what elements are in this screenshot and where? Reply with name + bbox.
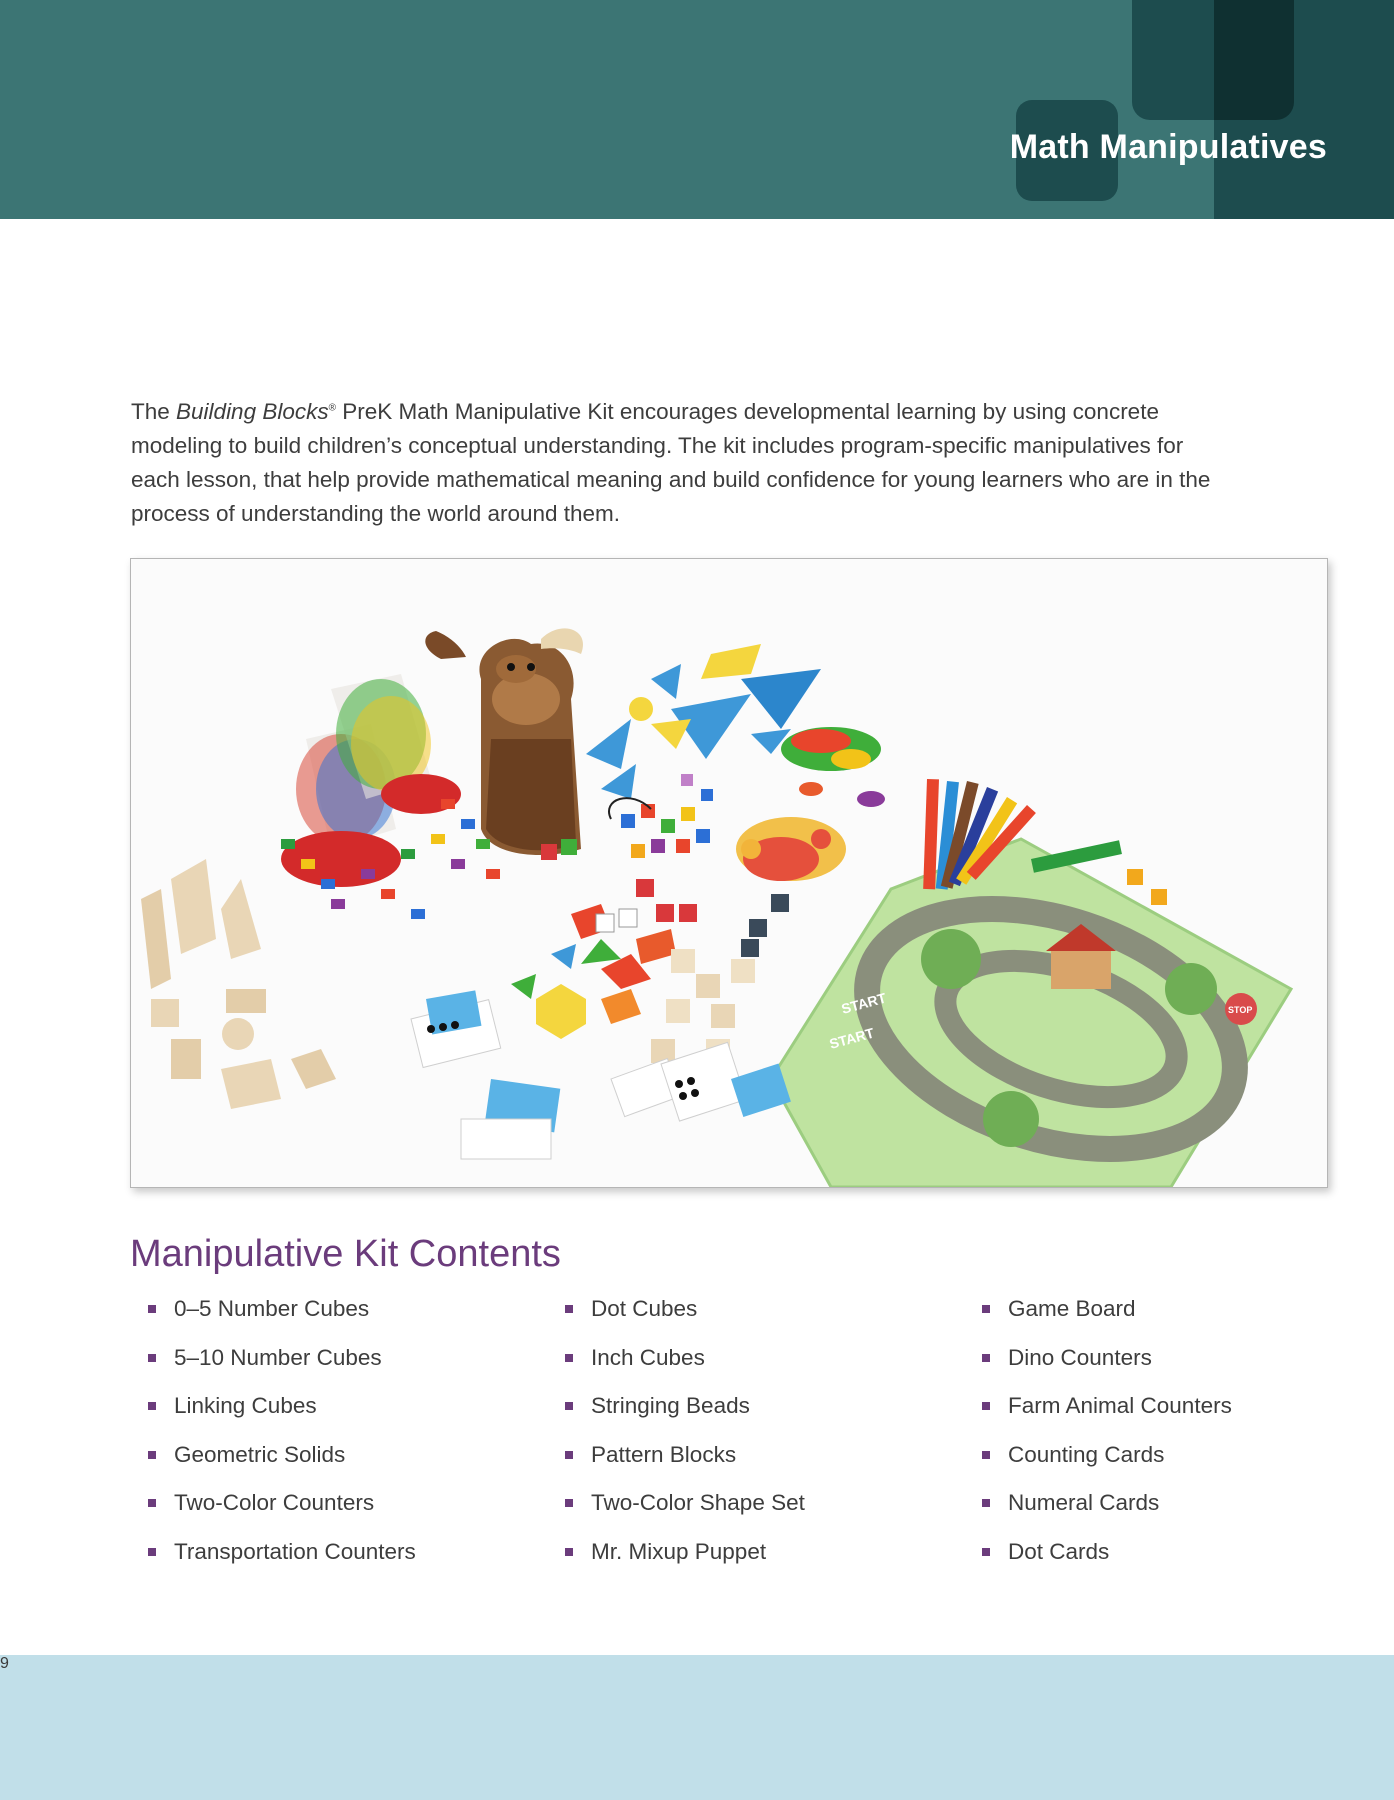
list-item bbox=[130, 1290, 416, 1339]
kit-photo-illustration bbox=[131, 559, 1327, 1187]
board-start-label-2: START bbox=[827, 1024, 876, 1052]
bullet-icon bbox=[982, 1354, 990, 1362]
list-item bbox=[547, 1484, 805, 1533]
registered-mark: ® bbox=[328, 402, 336, 413]
kit-photo bbox=[130, 558, 1328, 1188]
list-item-label: Dot Cubes bbox=[591, 1296, 698, 1321]
kit-list-column-3 bbox=[964, 1290, 1232, 1581]
bullet-icon bbox=[565, 1499, 573, 1507]
section-title: Math Manipulatives bbox=[1009, 128, 1327, 166]
list-item bbox=[964, 1339, 1232, 1388]
bullet-icon bbox=[148, 1402, 156, 1410]
bullet-icon bbox=[565, 1402, 573, 1410]
bullet-icon bbox=[982, 1451, 990, 1459]
list-item bbox=[547, 1387, 805, 1436]
list-item-label: Transportation Counters bbox=[174, 1538, 416, 1564]
list-item-label: Numeral Cards bbox=[1008, 1490, 1160, 1515]
two-color-counters bbox=[736, 817, 846, 881]
list-item-label: Stringing Beads bbox=[591, 1393, 750, 1418]
intro-prefix: The bbox=[131, 398, 177, 424]
list-item bbox=[964, 1387, 1232, 1436]
bullet-icon bbox=[565, 1451, 573, 1459]
bullet-icon bbox=[148, 1305, 156, 1313]
page-number: 9 bbox=[0, 1655, 9, 1672]
list-item bbox=[547, 1533, 805, 1582]
header-top-tab-dark bbox=[1214, 0, 1294, 120]
bullet-icon bbox=[565, 1548, 573, 1556]
brand-name: Building Blocks bbox=[176, 398, 329, 424]
page-header-band bbox=[0, 0, 1394, 219]
list-item bbox=[130, 1387, 416, 1436]
list-item bbox=[964, 1436, 1232, 1485]
list-item bbox=[130, 1339, 416, 1388]
list-item-label: Two-Color Shape Set bbox=[591, 1490, 805, 1515]
bullet-icon bbox=[148, 1354, 156, 1362]
list-item bbox=[130, 1484, 416, 1533]
intro-paragraph bbox=[131, 395, 1221, 531]
kit-contents-heading: Manipulative Kit Contents bbox=[130, 1233, 561, 1275]
bullet-icon bbox=[565, 1354, 573, 1362]
list-item-label: Counting Cards bbox=[1008, 1441, 1165, 1467]
list-item-label: 0–5 Number Cubes bbox=[174, 1296, 370, 1321]
list-item bbox=[547, 1290, 805, 1339]
list-item-label: Farm Animal Counters bbox=[1008, 1393, 1232, 1418]
bullet-icon bbox=[148, 1499, 156, 1507]
bullet-icon bbox=[982, 1499, 990, 1507]
list-item-label: Linking Cubes bbox=[174, 1393, 317, 1418]
list-item bbox=[130, 1436, 416, 1485]
bullet-icon bbox=[982, 1402, 990, 1410]
list-item-label: Two-Color Counters bbox=[174, 1490, 375, 1515]
list-item bbox=[130, 1533, 416, 1582]
list-item bbox=[547, 1339, 805, 1388]
kit-list-column-2 bbox=[547, 1290, 805, 1581]
bullet-icon bbox=[148, 1548, 156, 1556]
bullet-icon bbox=[148, 1451, 156, 1459]
bullet-icon bbox=[982, 1548, 990, 1556]
page-footer bbox=[0, 1655, 1394, 1800]
list-item bbox=[964, 1290, 1232, 1339]
list-item bbox=[547, 1436, 805, 1485]
list-item-label: Pattern Blocks bbox=[591, 1441, 737, 1467]
board-stop-label: STOP bbox=[1228, 1005, 1253, 1015]
bullet-icon bbox=[565, 1305, 573, 1313]
list-item-label: Mr. Mixup Puppet bbox=[591, 1538, 767, 1564]
board-start-label-1: START bbox=[839, 989, 888, 1017]
list-item-label: 5–10 Number Cubes bbox=[174, 1344, 382, 1370]
list-item bbox=[964, 1533, 1232, 1582]
intro-body: PreK Math Manipulative Kit encourages developmental learning by using concrete modeling to build children’s conceptual understanding. The kit includes program-specific manipulatives for each lesson, that help provide mathematical meaning and build confidence for young learners who are in the process of understanding the world around them. bbox=[131, 398, 1211, 526]
list-item bbox=[964, 1484, 1232, 1533]
list-item-label: Game Board bbox=[1008, 1296, 1136, 1321]
list-item-label: Inch Cubes bbox=[591, 1344, 705, 1370]
list-item-label: Geometric Solids bbox=[174, 1441, 346, 1467]
list-item-label: Dot Cards bbox=[1008, 1538, 1110, 1564]
bullet-icon bbox=[982, 1305, 990, 1313]
list-item-label: Dino Counters bbox=[1008, 1344, 1152, 1370]
kit-list-column-1 bbox=[130, 1290, 416, 1581]
